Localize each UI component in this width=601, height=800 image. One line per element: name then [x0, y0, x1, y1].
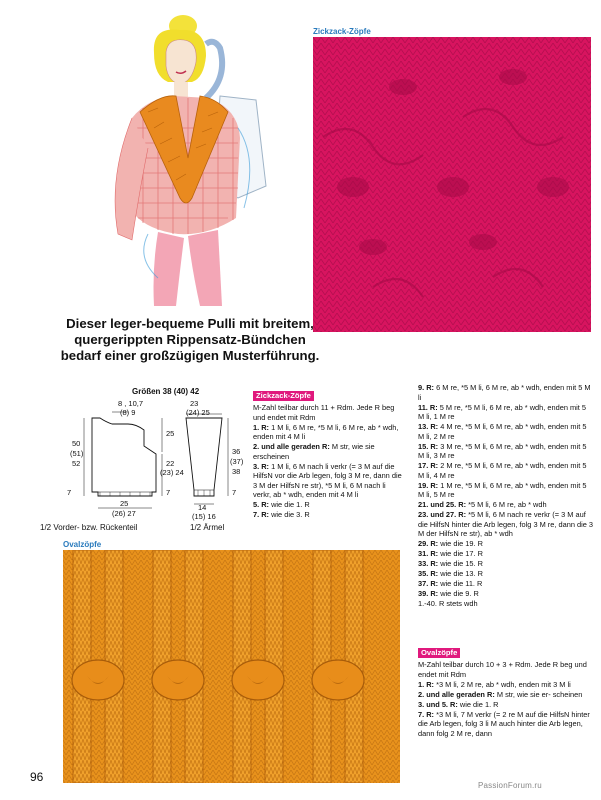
caption-sleeve: 1/2 Ärmel: [190, 523, 225, 532]
sleeve-length-3: 38: [232, 467, 241, 476]
oval-swatch: [63, 550, 400, 783]
caption-front: 1/2 Vorder- bzw. Rückenteil: [40, 523, 138, 532]
zickzack-row: 5. R: wie die 1. R: [253, 500, 310, 509]
sweater-illustration: [88, 8, 298, 308]
front-bottom-2: (26) 27: [112, 509, 136, 518]
sleeve-bottom-1: 14: [198, 503, 207, 512]
instruction-row: 1.-40. R stets wdh: [418, 599, 478, 608]
instruction-row: 37. R: wie die 11. R: [418, 579, 483, 588]
instruction-row: 21. und 25. R: *5 M li, 6 M re, ab * wdh: [418, 500, 547, 509]
sizes: Größen 38 (40) 42: [132, 387, 200, 396]
front-height-3: 52: [72, 459, 81, 468]
sleeve-top-2: (24) 25: [186, 408, 210, 417]
headline: Dieser leger-bequeme Pulli mit breitem, quergerippten Rippensatz-Bündchen bedarf einer großzügigen Musterführung.: [60, 316, 320, 363]
instruction-row: 29. R: wie die 19. R: [418, 539, 483, 548]
zickzack-swatch-label: Zickzack-Zöpfe: [313, 27, 371, 36]
zickzack-continued: [418, 383, 594, 609]
instruction-row: 39. R: wie die 9. R: [418, 589, 479, 598]
instruction-row: 9. R: 6 M re, *5 M li, 6 M re, ab * wdh, enden mit 5 M li: [418, 383, 591, 402]
size-schematic: [40, 396, 252, 536]
sleeve-length-1: 36: [232, 447, 241, 456]
oval-tag: Ovalzöpfe: [418, 648, 460, 658]
front-top-width-2: (8) 9: [120, 408, 136, 417]
front-bottom-1: 25: [120, 499, 129, 508]
oval-row: 1. R: *3 M li, 2 M re, ab * wdh, enden mit 3 M li: [418, 679, 571, 689]
instruction-row: 11. R: 5 M re, *5 M li, 6 M re, ab * wdh, enden mit 5 M li, 1 M re: [418, 402, 587, 421]
front-top-width: 8 , 10,7: [118, 399, 144, 408]
zickzack-row: 1. R: 1 M li, 6 M re, *5 M li, 6 M re, ab * wdh, enden mit 4 M li: [253, 422, 399, 441]
sleeve-top-1: 23: [190, 399, 199, 408]
page-number: 96: [30, 770, 44, 784]
zickzack-row: 2. und alle geraden R: M str, wie sie erscheinen: [253, 442, 375, 461]
zickzack-intro: M-Zahl teilbar durch 11 + Rdm. Jede R beg und endet mit Rdm: [253, 403, 395, 422]
instruction-row: 15. R: 3 M re, *5 M li, 6 M re, ab * wdh, enden mit 5 M li, 3 M re: [418, 441, 587, 460]
instruction-row: 13. R: 4 M re, *5 M li, 6 M re, ab * wdh, enden mit 5 M li, 2 M re: [418, 422, 587, 441]
front-armhole: 25: [166, 429, 175, 438]
front-height-2: (51): [70, 449, 84, 458]
instruction-row: 23. und 27. R: *5 M li, 6 M nach re verkr (= 3 M auf die HilfsN hinter die Arb legen, folg 3 M re, dann die 3 M der HilfsN re str), ab * wdh: [418, 510, 594, 538]
zickzack-swatch: [313, 37, 591, 332]
zickzack-row: 3. R: 1 M li, 6 M nach li verkr (= 3 M auf die HilfsN vor die Arb legen, folg 3 M re, dann die 3 M der HilfsN re str), *5 M li, 6 M nach li verkr, ab * wdh, enden mit 4 M li: [253, 461, 402, 499]
front-side-2: (23) 24: [160, 468, 184, 477]
sleeve-length-2: (37): [230, 457, 244, 466]
oval-swatch-label: Ovalzöpfe: [63, 540, 102, 549]
oval-row: 3. und 5. R: wie die 1. R: [418, 699, 499, 709]
watermark: PassionForum.ru: [478, 781, 542, 790]
instruction-row: 19. R: 1 M re, *5 M li, 6 M re, ab * wdh, enden mit 5 M li, 5 M re: [418, 480, 587, 499]
front-rib-left: 7: [67, 488, 72, 497]
instruction-row: 35. R: wie die 13. R: [418, 569, 483, 578]
instruction-row: 31. R: wie die 17. R: [418, 549, 483, 558]
oval-row: 2. und alle geraden R: M str, wie sie er- scheinen: [418, 689, 583, 699]
sleeve-bottom-2: (15) 16: [192, 512, 216, 521]
instruction-row: 17. R: 2 M re, *5 M li, 6 M re, ab * wdh, enden mit 5 M li, 4 M re: [418, 461, 587, 480]
zickzack-tag: Zickzack-Zöpfe: [253, 391, 314, 401]
front-height-1: 50: [72, 439, 81, 448]
oval-row: 7. R: *3 M li, 7 M verkr (= 2 re M auf die HilfsN hinter die Arb legen, folg 3 li M auch hinter die Arb legen, dann folg 2 M re, dann: [418, 709, 590, 738]
instruction-row: 33. R: wie die 15. R: [418, 559, 483, 568]
oval-intro: M-Zahl teilbar durch 10 + 3 + Rdm. Jede R beg und endet mit Rdm: [418, 660, 587, 679]
zickzack-row: 7. R: wie die 3. R: [253, 510, 310, 519]
sleeve-rib: 7: [232, 488, 237, 497]
oval-instructions: [418, 648, 594, 739]
front-side-1: 22: [166, 459, 175, 468]
zickzack-instructions: [253, 391, 403, 520]
front-rib-right: 7: [166, 488, 171, 497]
